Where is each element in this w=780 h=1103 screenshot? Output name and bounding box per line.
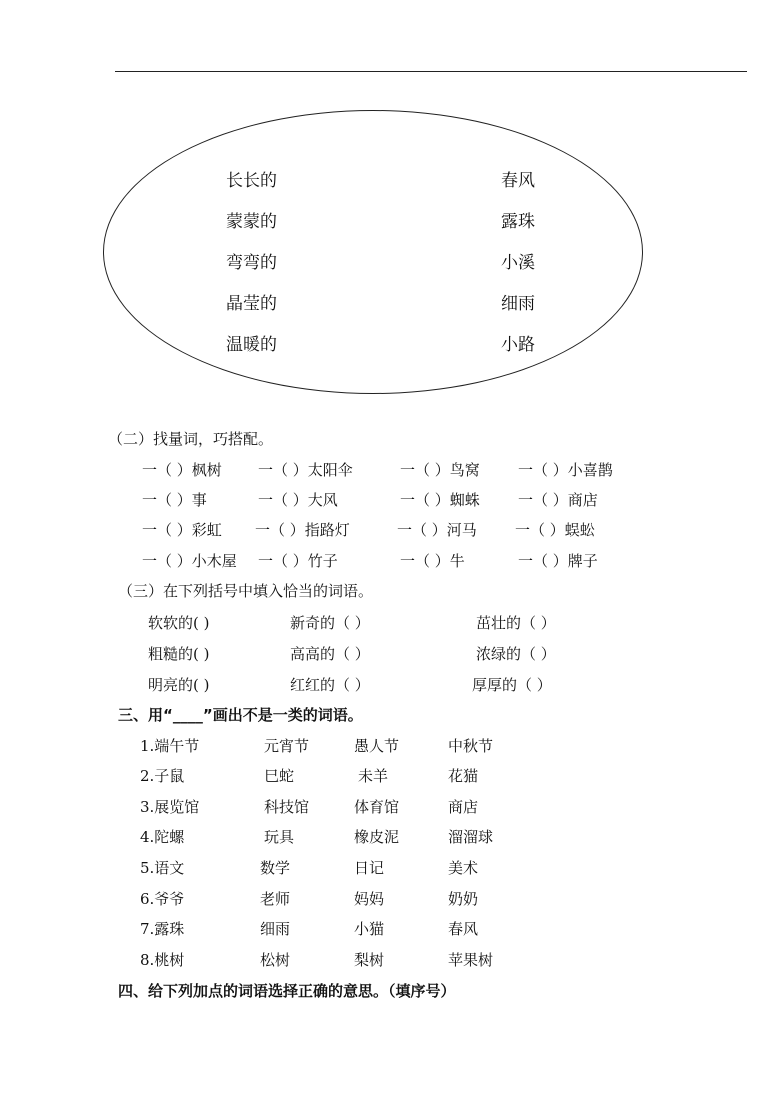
measure-item: 一（ ）蜘蛛 — [400, 491, 480, 509]
word-item: 小猫 — [354, 920, 385, 938]
word-item: 4.陀螺 — [140, 828, 185, 846]
measure-item: 一（ ）商店 — [518, 491, 598, 509]
odd-one-out-row — [0, 796, 780, 816]
oval-left-word: 晶莹的 — [226, 294, 277, 314]
measure-item: 一（ ）蜈蚣 — [515, 521, 595, 539]
fill-item: 厚厚的（ ） — [472, 676, 552, 694]
oval-left-word: 长长的 — [226, 171, 277, 191]
fill-item: 高高的（ ） — [290, 645, 370, 663]
odd-one-out-row — [0, 735, 780, 755]
measure-row — [0, 489, 780, 509]
word-item: 元宵节 — [264, 737, 310, 755]
measure-item: 一（ ）枫树 — [142, 461, 222, 479]
fill-item: 红红的（ ） — [290, 676, 370, 694]
word-item: 日记 — [354, 859, 385, 877]
word-item: 2.子鼠 — [140, 767, 185, 785]
oval-left-word: 蒙蒙的 — [226, 212, 277, 232]
word-item: 商店 — [448, 798, 479, 816]
fill-row — [0, 674, 780, 694]
word-item: 中秋节 — [448, 737, 494, 755]
odd-one-out-row — [0, 826, 780, 846]
oval-right-word: 小溪 — [501, 253, 535, 273]
word-item: 8.桃树 — [140, 951, 185, 969]
section4-heading: 四、给下列加点的词语选择正确的意思。（填序号） — [118, 982, 456, 1000]
word-item: 细雨 — [260, 920, 291, 938]
word-item: 体育馆 — [354, 798, 400, 816]
word-item: 妈妈 — [354, 890, 385, 908]
oval-right-word: 春风 — [501, 171, 535, 191]
measure-item: 一（ ）太阳伞 — [258, 461, 353, 479]
fill-item: 新奇的（ ） — [290, 614, 370, 632]
word-item: 溜溜球 — [448, 828, 494, 846]
measure-item: 一（ ）竹子 — [258, 552, 338, 570]
word-item: 松树 — [260, 951, 291, 969]
word-item: 橡皮泥 — [354, 828, 400, 846]
measure-item: 一（ ）河马 — [397, 521, 477, 539]
word-item: 数学 — [260, 859, 291, 877]
oval-left-word: 温暖的 — [226, 335, 277, 355]
measure-item: 一（ ）事 — [142, 491, 207, 509]
odd-one-out-row — [0, 765, 780, 785]
measure-item: 一（ ）小喜鹊 — [518, 461, 613, 479]
word-item: 花猫 — [448, 767, 479, 785]
word-item: 美术 — [448, 859, 479, 877]
fill-item: 粗糙的( ) — [148, 645, 210, 663]
fill-row — [0, 643, 780, 663]
word-item: 玩具 — [264, 828, 295, 846]
word-item: 苹果树 — [448, 951, 494, 969]
measure-row — [0, 550, 780, 570]
matching-oval — [103, 110, 643, 394]
odd-one-out-row — [0, 918, 780, 938]
fill-item: 茁壮的（ ） — [476, 614, 556, 632]
measure-item: 一（ ）鸟窝 — [400, 461, 480, 479]
word-item: 梨树 — [354, 951, 385, 969]
measure-row — [0, 459, 780, 479]
measure-item: 一（ ）牛 — [400, 552, 465, 570]
fill-row — [0, 612, 780, 632]
oval-left-word: 弯弯的 — [226, 253, 277, 273]
word-item: 3.展览馆 — [140, 798, 200, 816]
word-item: 未羊 — [358, 767, 389, 785]
fill-item: 浓绿的（ ） — [476, 645, 556, 663]
measure-item: 一（ ）大风 — [258, 491, 338, 509]
word-item: 科技馆 — [264, 798, 310, 816]
odd-one-out-row — [0, 888, 780, 908]
measure-item: 一（ ）牌子 — [518, 552, 598, 570]
fill-item: 软软的( ) — [148, 614, 210, 632]
top-rule — [115, 71, 747, 72]
word-item: 1.端午节 — [140, 737, 200, 755]
odd-one-out-row — [0, 949, 780, 969]
measure-words-heading: （二）找量词，巧搭配。 — [108, 430, 274, 448]
word-item: 5.语文 — [140, 859, 185, 877]
fill-item: 明亮的( ) — [148, 676, 210, 694]
oval-right-word: 露珠 — [501, 212, 535, 232]
measure-item: 一（ ）小木屋 — [142, 552, 237, 570]
odd-one-out-row — [0, 857, 780, 877]
word-item: 巳蛇 — [264, 767, 295, 785]
word-item: 春风 — [448, 920, 479, 938]
measure-item: 一（ ）彩虹 — [142, 521, 222, 539]
word-item: 愚人节 — [354, 737, 400, 755]
oval-right-word: 小路 — [501, 335, 535, 355]
word-item: 奶奶 — [448, 890, 479, 908]
section3-heading: 三、用“____”画出不是一类的词语。 — [118, 706, 363, 724]
measure-row — [0, 519, 780, 539]
measure-item: 一（ ）指路灯 — [255, 521, 350, 539]
word-item: 7.露珠 — [140, 920, 185, 938]
oval-right-word: 细雨 — [501, 294, 535, 314]
fill-words-heading: （三）在下列括号中填入恰当的词语。 — [118, 582, 374, 600]
word-item: 6.爷爷 — [140, 890, 185, 908]
word-item: 老师 — [260, 890, 291, 908]
